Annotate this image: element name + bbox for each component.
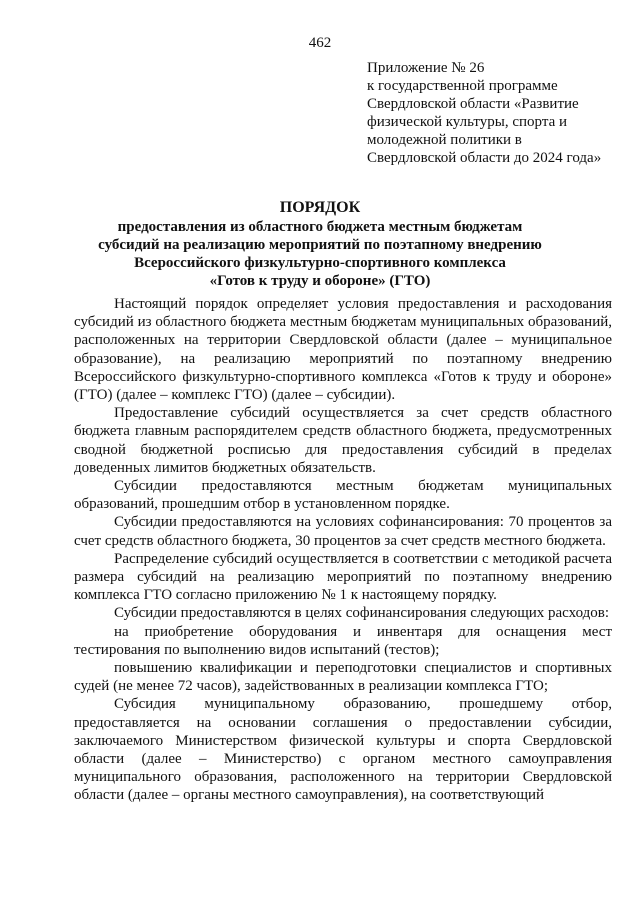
annex-line: физической культуры, спорта и: [367, 114, 568, 130]
paragraph: Субсидии предоставляются местным бюджетам муниципальных образований, прошедшим отбор в установленном порядке.: [74, 478, 612, 513]
heading-line: Всероссийского физкультурно-спортивного комплекса: [134, 255, 506, 271]
page-number: 462: [308, 35, 332, 51]
annex-line: Свердловской области «Развитие: [367, 96, 579, 112]
list-item: на приобретение оборудования и инвентаря для оснащения мест тестирования по выполнению видов испытаний (тестов);: [74, 623, 612, 658]
annex-line: Свердловской области до 2024 года»: [367, 150, 602, 166]
annex-header: [367, 59, 627, 167]
annex-line: Приложение № 26: [367, 60, 485, 76]
paragraph: Субсидии предоставляются на условиях софинансирования: 70 процентов за счет средств областного бюджета, 30 процентов за счет средств местного бюджета.: [74, 514, 612, 549]
annex-line: молодежной политики в: [367, 132, 522, 148]
paragraph: Субсидии предоставляются в целях софинансирования следующих расходов:: [114, 605, 610, 622]
heading-line: «Готов к труду и обороне» (ГТО): [209, 273, 431, 289]
annex-line: к государственной программе: [367, 78, 558, 94]
document-title: ПОРЯДОК: [279, 199, 361, 216]
paragraph: Настоящий порядок определяет условия предоставления и расходования субсидий из областного бюджета местным бюджетам муниципальных образований, расположенных на территории Свердловской области (далее – муниципальное образование), на реализацию мероприятий по поэтапному внедрению Всероссийского физкультурно-спортивного комплекса «Готов к труду и обороне» (ГТО) (далее – комплекс ГТО) (далее – субсидии).: [74, 296, 612, 404]
paragraph: Распределение субсидий осуществляется в соответствии с методикой расчета размера субсидий на реализацию мероприятий по поэтапному внедрению комплекса ГТО согласно приложению № 1 к настоящему порядку.: [74, 550, 612, 604]
heading-line: предоставления из областного бюджета местным бюджетам: [117, 219, 523, 235]
paragraph: Предоставление субсидий осуществляется за счет средств областного бюджета главным распорядителем средств областного бюджета, предусмотренных сводной бюджетной росписью для предоставления субсидий в пределах доведенных лимитов бюджетных обязательств.: [74, 405, 612, 476]
paragraph: Субсидия муниципальному образованию, прошедшему отбор, предоставляется на основании соглашения о предоставлении субсидии, заключаемого Министерством физической культуры и спорта Свердловской области (далее – Министерство) с органом местного самоуправления муниципального образования, расположенного на территории Свердловской области (далее – органы местного самоуправления), на соответствующий: [74, 696, 612, 804]
list-item: повышению квалификации и переподготовки специалистов и спортивных судей (не менее 72 часов), задействованных в реализации комплекса ГТО;: [74, 660, 612, 695]
heading-line: субсидий на реализацию мероприятий по поэтапному внедрению: [98, 237, 542, 253]
document-body: [74, 295, 612, 805]
document-heading: [0, 198, 640, 290]
